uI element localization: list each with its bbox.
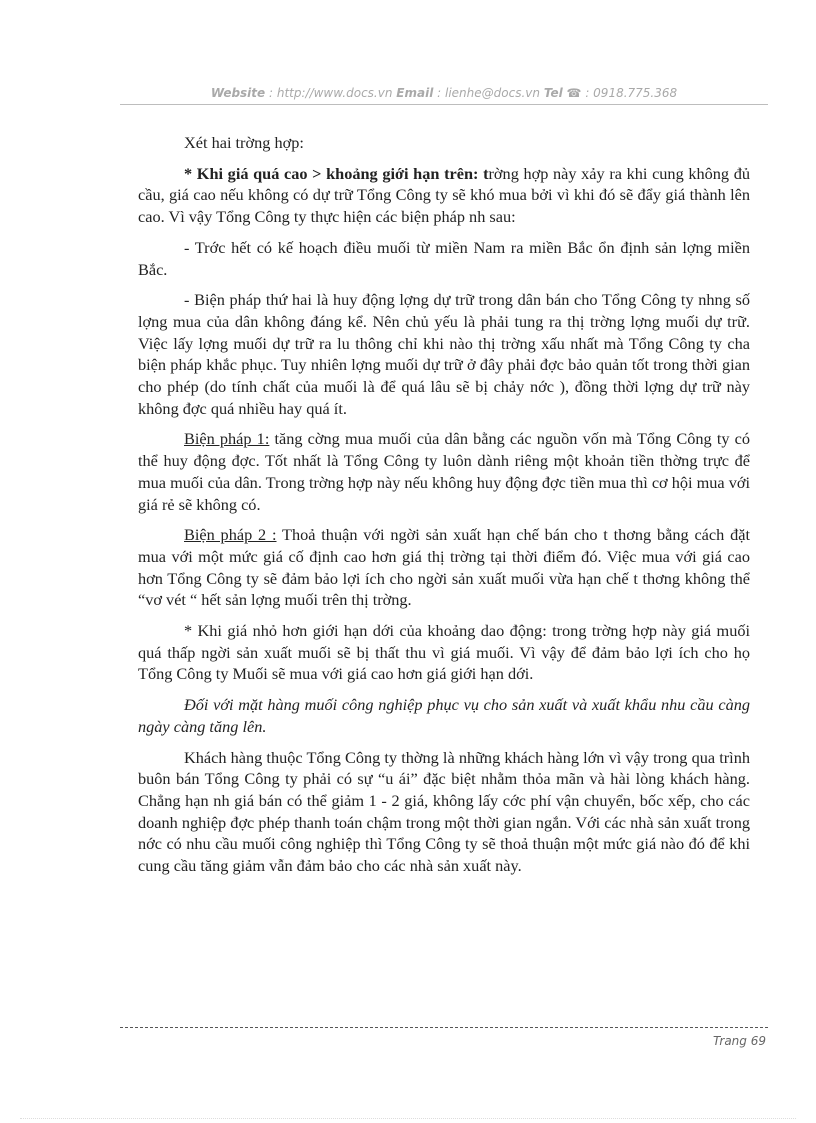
measure-2-text: Thoả thuận với ngời sản xuất hạn chế bán cho t thơng bằng cách đặt mua với một mức giá cố định cao hơn giá thị trờng tại thời điểm đó. Việc mua với giá cao hơn Tổng Công ty sẽ đảm bảo lợi ích cho ngời sản xuất muối vừa hạn chế t thơng không thể “vơ vét “ hết sản lợng muối trên thị trờng. [138,525,750,610]
measure-1-text: tăng cờng mua muối của dân bằng các nguồn vốn mà Tổng Công ty có thể huy động đợc. Tốt nhất là Tổng Công ty luôn dành riêng một khoản tiền thờng trực để mua muối của dân. Trong trờng hợp này nếu không huy động đợc tiền mua thì cơ hội mua với giá rẻ sẽ không có. [138,429,750,514]
website-label: Website [210,86,266,100]
website-value[interactable]: : http://www.docs.vn [269,86,393,100]
paragraph-industrial-salt: Đối với mặt hàng muối công nghiệp phục vụ cho sản xuất và xuất khẩu nhu cầu càng ngày càng tăng lên. [138,695,750,736]
document-body [138,132,750,886]
page-header [120,86,768,100]
tel-value: : 0918.775.368 [585,86,678,100]
measure-1-label: Biện pháp 1: [184,429,270,449]
paragraph-customers: Khách hàng thuộc Tổng Công ty thờng là những khách hàng lớn vì vậy trong qua trình buôn bán Tổng Công ty phải có sự “u ái” đặc biệt nhằm thỏa mãn và hài lòng khách hàng. Chẳng hạn nh giá bán có thể giảm 1 - 2 giá, không lấy cớc phí vận chuyển, bốc xếp, cho các doanh nghiệp đợc phép thanh toán chậm trong một thời gian ngắn. Với các nhà sản xuất trong nớc có nhu cầu muối công nghiệp thì Tổng Công ty sẽ thoả thuận một mức giá nào đó để khi cung cầu tăng giảm vẫn đảm bảo cho các nhà sản xuất này. [138,747,750,876]
paragraph-low-price: * Khi giá nhỏ hơn giới hạn dới của khoảng dao động: trong trờng hợp này giá muối quá thấp ngời sản xuất muối sẽ bị thất thu vì giá muối. Vì vậy để đảm bảo lợi ích cho họ Tổng Công ty Muối sẽ mua với giá cao hơn giá giới hạn dới. [138,621,750,684]
measure-2-label: Biện pháp 2 : [184,525,277,545]
email-label: Email [396,86,434,100]
header-divider [120,104,768,105]
tel-label: Tel [543,86,563,100]
page-number: Trang 69 [713,1034,766,1048]
paragraph-intro: Xét hai trờng hợp: [184,133,304,152]
paragraph-measure-a: - Trớc hết có kế hoạch điều muối từ miền Nam ra miền Bắc ổn định sản lợng miền Bắc. [138,237,750,279]
email-value[interactable]: : lienhe@docs.vn [437,86,540,100]
bottom-border [20,1118,796,1119]
high-price-text: rờng hợp này xảy ra khi cung không đủ cầu, giá cao nếu không có dự trữ Tổng Công ty sẽ khó mua bởi vì khi đó sẽ đẩy giá thành lên cao. Vì vậy Tổng Công ty thực hiện các biện pháp nh sau: [138,163,750,227]
paragraph-measure-1 [138,428,750,515]
high-price-heading: * Khi giá quá cao > khoảng giới hạn trên: t [184,163,489,183]
paragraph-measure-2 [138,524,750,611]
phone-icon: ☎ [566,86,582,100]
footer-divider [120,1027,768,1028]
paragraph-measure-b: - Biện pháp thứ hai là huy động lợng dự trữ trong dân bán cho Tổng Công ty nhng số lợng mua của dân không đáng kể. Nên chủ yếu là phải tung ra thị trờng lợng muối dự trữ. Việc lấy lợng muối dự trữ ra lu thông chỉ khi nào thị trờng xấu nhất mà Tổng Công ty cha biện pháp khắc phục. Tuy nhiên lợng muối dự trữ ở đây phải đợc bảo quản tốt trong thời gian cho phép (do tính chất của muối là để quá lâu sẽ bị chảy nớc ), đồng thời lợng dự trữ này không đợc quá nhiều hay quá ít. [138,290,750,418]
paragraph-high-price [138,163,750,228]
